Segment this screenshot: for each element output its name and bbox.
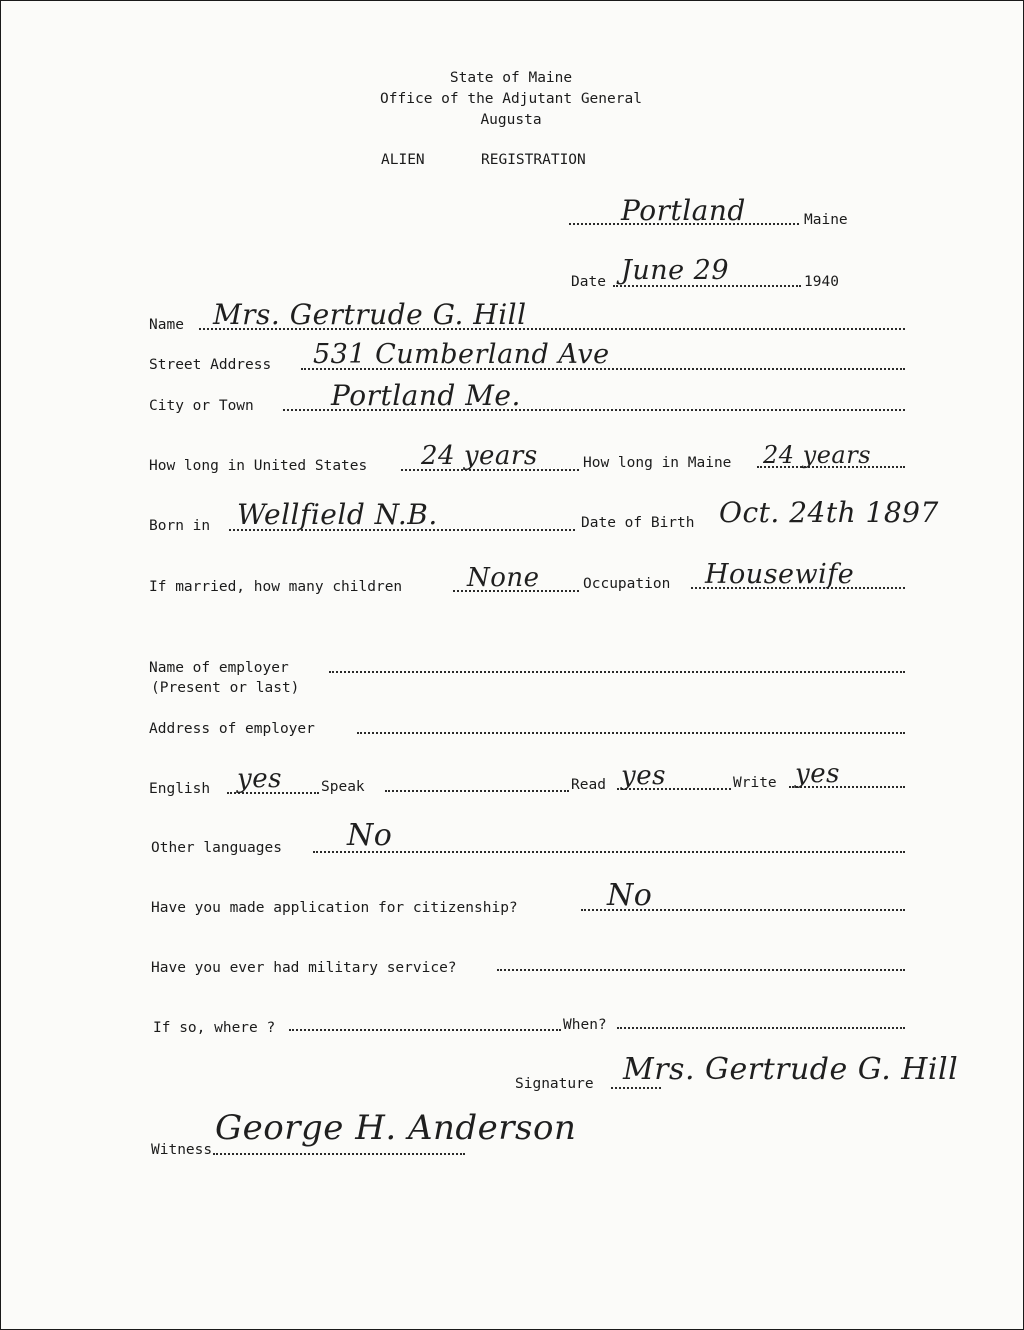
children-value: None	[467, 563, 540, 593]
other-languages-value: No	[347, 818, 393, 853]
speak-line	[385, 790, 569, 792]
witness-line	[213, 1153, 465, 1155]
if-so-where-line	[289, 1029, 561, 1031]
when-line	[617, 1027, 905, 1029]
employer-name-label: Name of employer	[149, 660, 289, 676]
occupation-value: Housewife	[705, 559, 855, 590]
if-so-where-label: If so, where ?	[153, 1020, 276, 1036]
born-in-label: Born in	[149, 518, 211, 534]
signature-label: Signature	[515, 1076, 594, 1092]
signature-line	[611, 1087, 661, 1089]
name-label: Name	[149, 317, 184, 333]
write-value: yes	[795, 759, 840, 789]
employer-address-line	[357, 732, 905, 734]
street-label: Street Address	[149, 357, 272, 373]
city-value: Portland Me.	[331, 379, 521, 412]
employer-address-label: Address of employer	[149, 721, 315, 737]
citizenship-value: No	[607, 878, 653, 913]
speak-label: Speak	[321, 779, 365, 795]
read-value: yes	[621, 761, 666, 791]
other-languages-label: Other languages	[151, 840, 282, 856]
witness-label: Witness	[151, 1142, 213, 1158]
header-city: Augusta	[480, 112, 542, 128]
date-of-birth-value: Oct. 24th 1897	[719, 496, 939, 529]
citizenship-label: Have you made application for citizenship?	[151, 900, 518, 916]
how-long-us-label: How long in United States	[149, 458, 368, 474]
street-value: 531 Cumberland Ave	[313, 339, 610, 370]
city-label: City or Town	[149, 398, 254, 414]
read-label: Read	[571, 777, 606, 793]
other-languages-line	[313, 851, 905, 853]
born-in-value: Wellfield N.B.	[237, 498, 438, 531]
signature-value: Mrs. Gertrude G. Hill	[623, 1052, 959, 1087]
date-label: Date	[571, 274, 606, 290]
date-value: June 29	[621, 255, 730, 286]
header-office: Office of the Adjutant General	[380, 91, 642, 107]
how-long-maine-label: How long in Maine	[583, 455, 732, 471]
form-title-alien: ALIEN	[381, 152, 425, 168]
employer-name-sublabel: (Present or last)	[151, 680, 300, 696]
header-state: State of Maine	[449, 70, 573, 86]
place-suffix: Maine	[804, 212, 848, 228]
english-label: English	[149, 781, 211, 797]
date-year: 1940	[804, 274, 839, 290]
write-label: Write	[733, 775, 777, 791]
witness-value: George H. Anderson	[215, 1108, 577, 1148]
military-line	[497, 969, 905, 971]
form-title-registration: REGISTRATION	[481, 152, 586, 168]
place-value: Portland	[621, 194, 746, 227]
occupation-label: Occupation	[583, 576, 671, 592]
children-label: If married, how many children	[149, 579, 403, 595]
how-long-maine-value: 24 years	[763, 441, 872, 469]
date-of-birth-label: Date of Birth	[581, 515, 695, 531]
english-value: yes	[237, 764, 282, 794]
how-long-us-value: 24 years	[421, 441, 538, 471]
military-label: Have you ever had military service?	[151, 960, 457, 976]
name-value: Mrs. Gertrude G. Hill	[213, 298, 527, 331]
when-label: When?	[563, 1017, 607, 1033]
employer-name-line	[329, 671, 905, 673]
